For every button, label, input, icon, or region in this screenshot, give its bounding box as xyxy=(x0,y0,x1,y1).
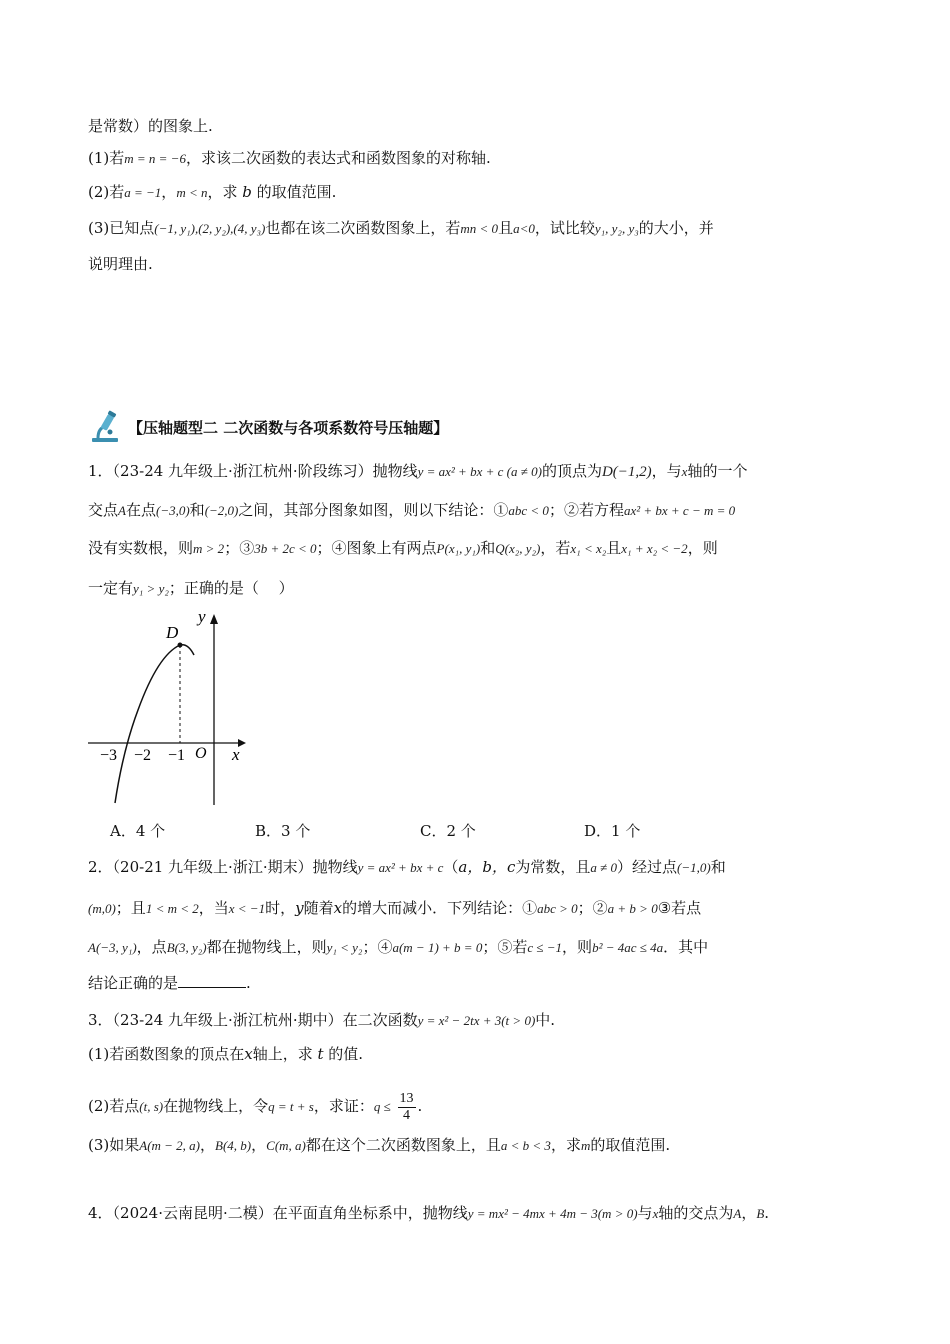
parabola-curve xyxy=(115,645,194,803)
prev-problem-q3-cont: 说明理由. xyxy=(88,255,153,273)
p3-line3: (2)若点(t, s)在抛物线上，令q = t + s，求证：q ≤ $\frac{13}{4}$ . xyxy=(88,1090,423,1123)
p1-line2: 交点A在点(−3,0)和(−2,0)之间，其部分图象如图，则以下结论：①abc < 0；②若方程ax² + bx + c − m = 0 xyxy=(88,501,736,519)
p1-line1: 1．（23-24 九年级上·浙江杭州·阶段练习）抛物线y = ax² + bx + c (a ≠ 0)的顶点为D(−1,2)，与x轴的一个 xyxy=(88,462,748,480)
vertex-label: D xyxy=(166,623,179,642)
x-axis-label: x xyxy=(232,745,240,764)
prev-problem-line: 是常数）的图象上. xyxy=(88,117,213,135)
option-d[interactable]: D．1 个 xyxy=(584,822,641,840)
vertex-point xyxy=(178,643,183,648)
prev-problem-q3: (3)已知点(−1, y₁),(2, y₂),(4, y₃)也都在该二次函数图象上，若mn < 0且a<0，试比较y₁, y₂, y₃的大小，并 xyxy=(88,219,714,237)
p3-line1: 3．（23-24 九年级上·浙江杭州·期中）在二次函数y = x² − 2tx + 3(t > 0)中. xyxy=(88,1011,556,1029)
section-title: 【压轴题型二 二次函数与各项系数符号压轴题】 xyxy=(128,418,449,437)
tick-label: −1 xyxy=(168,747,186,764)
y-axis-arrow xyxy=(210,614,218,624)
option-b[interactable]: B．3 个 xyxy=(255,822,311,840)
prev-problem-q2: (2)若a = −1，m < n，求 b 的取值范围. xyxy=(88,183,337,201)
p2-line1: 2．（20-21 九年级上·浙江·期末）抛物线y = ax² + bx + c（a，b，c为常数，且a ≠ 0）经过点(−1,0)和 xyxy=(88,858,726,876)
option-c[interactable]: C．2 个 xyxy=(420,822,476,840)
tick-label: −3 xyxy=(100,747,118,764)
p3-line2: (1)若函数图象的顶点在x轴上，求 t 的值. xyxy=(88,1045,364,1063)
p1-line4: 一定有y₁ > y₂；正确的是（ ） xyxy=(88,579,294,597)
prev-problem-q1: (1)若m = n = −6，求该二次函数的表达式和函数图象的对称轴. xyxy=(88,149,491,167)
parabola-graph xyxy=(88,600,258,810)
fraction: $\frac{13}{4}$ xyxy=(399,1090,414,1123)
p1-line3: 没有实数根，则m > 2；③3b + 2c < 0；④图象上有两点P(x₁, y₁)和Q(x₂, y₂)，若x₁ < x₂且x₁ + x₂ < −2，则 xyxy=(88,539,718,557)
option-a[interactable]: A．4 个 xyxy=(110,822,166,840)
p3-line4: (3)如果A(m − 2, a)，B(4, b)，C(m, a)都在这个二次函数图象上，且a < b < 3，求m的取值范围. xyxy=(88,1136,671,1154)
p2-line3: A(−3, y₁)，点B(3, y₂)都在抛物线上，则y₁ < y₂；④a(m − 1) + b = 0；⑤若c ≤ −1，则b² − 4ac ≤ 4a．其中 xyxy=(88,938,709,956)
origin-label: O xyxy=(195,745,207,762)
p2-line2: (m,0)；且1 < m < 2，当x < −1时，y随着x的增大而减小．下列结论：①abc > 0；②a + b > 0③若点 xyxy=(88,899,702,917)
section-heading xyxy=(88,410,448,444)
y-axis-label: y xyxy=(198,607,206,626)
tick-label: −2 xyxy=(134,747,152,764)
microscope-icon xyxy=(88,410,124,444)
p4-line1: 4．（2024·云南昆明·二模）在平面直角坐标系中，抛物线y = mx² − 4mx + 4m − 3(m > 0)与x轴的交点为A，B. xyxy=(88,1204,770,1222)
answer-blank[interactable] xyxy=(178,973,246,988)
p2-line4: 结论正确的是 . xyxy=(88,974,251,992)
